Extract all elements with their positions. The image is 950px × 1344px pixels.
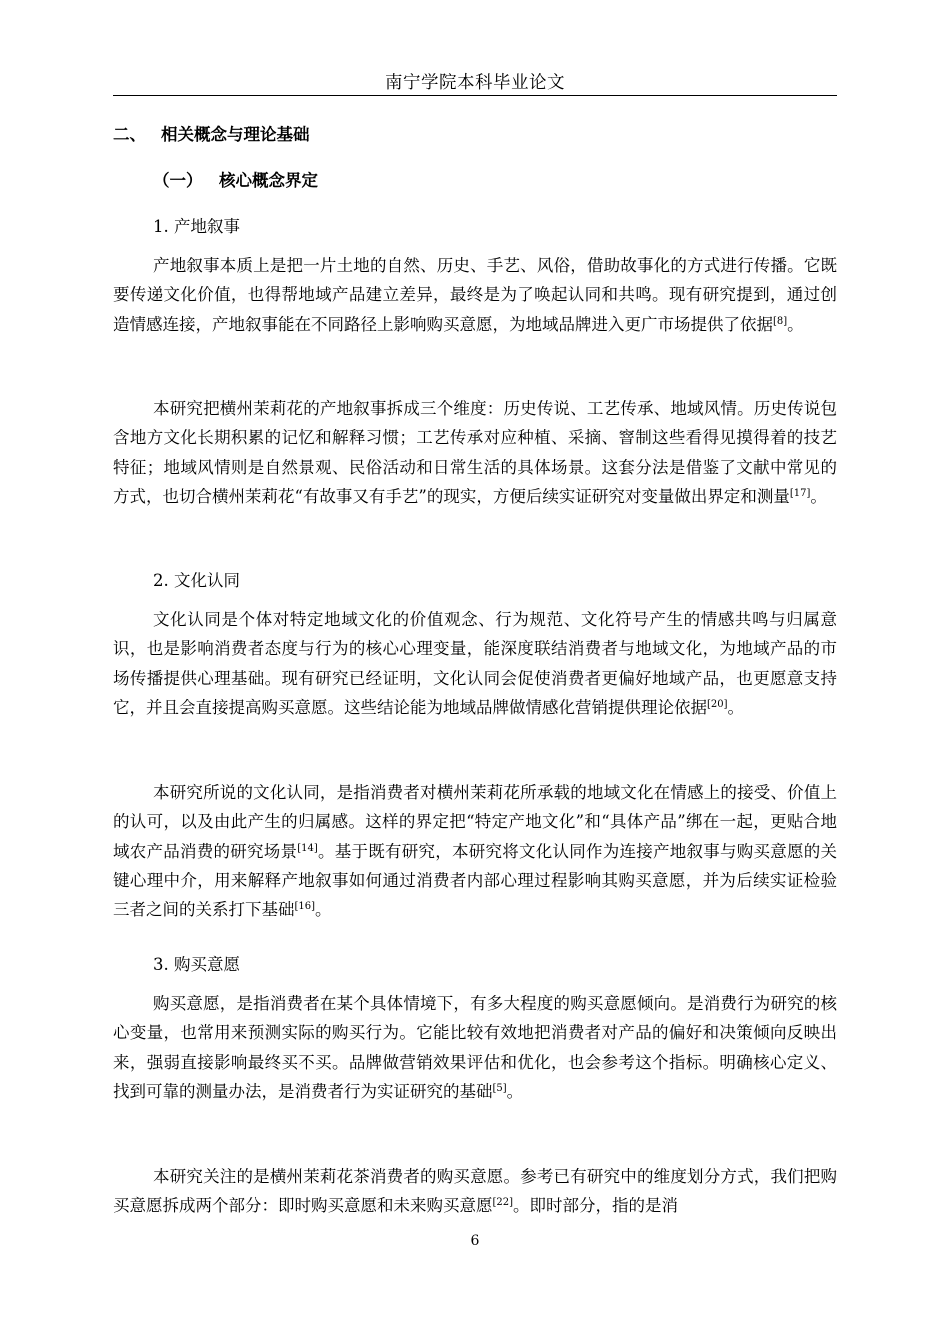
paragraph-4: 本研究所说的文化认同，是指消费者对横州茉莉花所承载的地域文化在情感上的接受、价值上的认可，以及由此产生的归属感。这样的界定把“特定产地文化”和“具体产品”绑在一起，更贴合地域农产品消费的研究场景[14]。基于既有研究，本研究将文化认同作为连接产地叙事与购买意愿的关键心理中介，用来解释产地叙事如何通过消费者内部心理过程影响其购买意愿，并为后续实证检验三者之间的关系打下基础[16]。 <box>113 783 838 920</box>
paragraph-1: 产地叙事本质上是把一片土地的自然、历史、手艺、风俗，借助故事化的方式进行传播。它既要传递文化价值，也得帮地域产品建立差异，最终是为了唤起认同和共鸣。现有研究提到，通过创造情感连接，产地叙事能在不同路径上影响购买意愿，为地域品牌进入更广市场提供了依据[8]。 <box>113 256 837 334</box>
subsection-heading <box>153 167 318 191</box>
item-heading-3: 3. 购买意愿 <box>153 955 240 974</box>
citation: [16] <box>294 901 316 913</box>
section-title: 相关概念与理论基础 <box>161 125 310 144</box>
paragraph-3: 文化认同是个体对特定地域文化的价值观念、行为规范、文化符号产生的情感共鸣与归属意识，也是影响消费者态度与行为的核心心理变量，能深度联结消费者与地域文化，为地域产品的市场传播提供心理基础。现有研究已经证明，文化认同会促使消费者更偏好地域产品，也更愿意支持它，并且会直接提高购买意愿。这些结论能为地域品牌做情感化营销提供理论依据[20]。 <box>113 610 837 717</box>
paragraph-6: 本研究关注的是横州茉莉花茶消费者的购买意愿。参考已有研究中的维度划分方式，我们把购买意愿拆成两个部分：即时购买意愿和未来购买意愿[22]。即时部分，指的是消 <box>113 1167 837 1216</box>
citation: [5] <box>492 1082 507 1094</box>
item-heading-2: 2. 文化认同 <box>153 571 240 590</box>
paragraph-2: 本研究把横州茉莉花的产地叙事拆成三个维度：历史传说、工艺传承、地域风情。历史传说包含地方文化长期积累的记忆和解释习惯；工艺传承对应种植、采摘、窨制这些看得见摸得着的技艺特征；地域风情则是自然景观、民俗活动和日常生活的具体场景。这套分法是借鉴了文献中常见的方式，也切合横州茉莉花“有故事又有手艺”的现实，方便后续实证研究对变量做出界定和测量[17]。 <box>113 399 837 506</box>
citation: [20] <box>707 698 728 710</box>
item-heading-1: 1. 产地叙事 <box>153 217 240 236</box>
paragraph-5: 购买意愿，是指消费者在某个具体情境下，有多大程度的购买意愿倾向。是消费行为研究的核心变量，也常用来预测实际的购买行为。它能比较有效地把消费者对产品的偏好和决策倾向反映出来，强弱直接影响最终买不买。品牌做营销效果评估和优化，也会参考这个指标。明确核心定义、找到可靠的测量办法，是消费者行为实证研究的基础[5]。 <box>113 994 837 1101</box>
subsection-number: （一） <box>153 171 203 190</box>
section-heading <box>113 121 310 145</box>
citation: [8] <box>773 315 788 327</box>
citation: [22] <box>492 1197 514 1209</box>
section-number: 二、 <box>113 125 146 144</box>
citation: [17] <box>789 487 811 499</box>
running-header: 南宁学院本科毕业论文 <box>385 73 565 93</box>
subsection-title: 核心概念界定 <box>219 171 318 190</box>
citation: [14] <box>297 842 318 854</box>
page-number: 6 <box>470 1233 480 1249</box>
header-rule <box>113 95 837 96</box>
